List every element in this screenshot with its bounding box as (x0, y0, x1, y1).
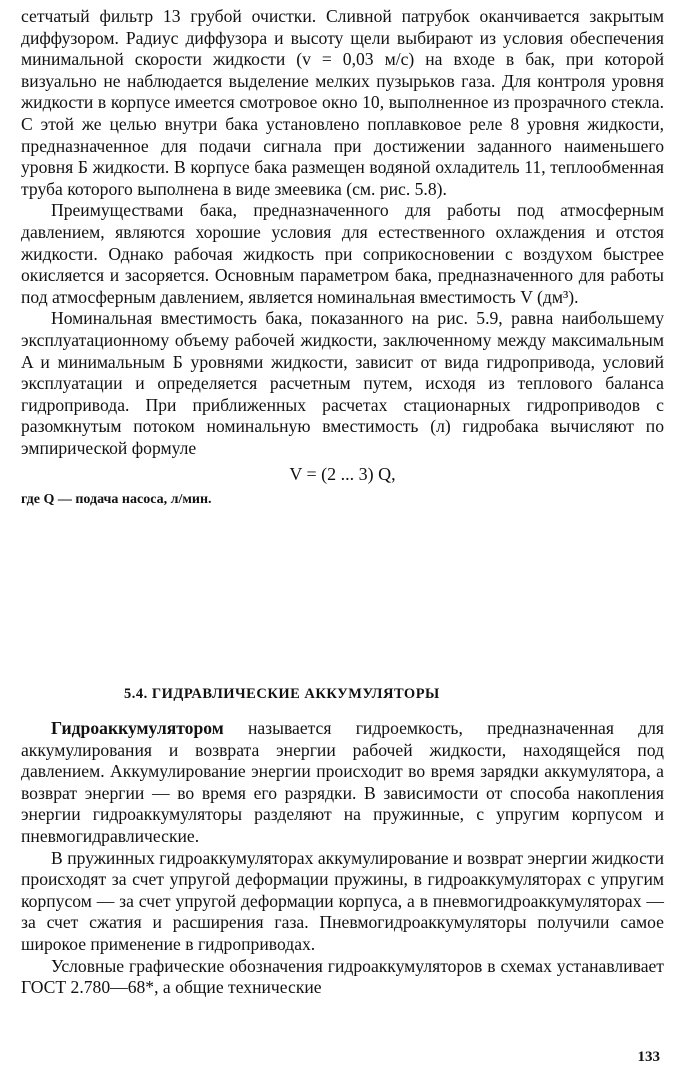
lower-text-block (21, 718, 664, 999)
paragraph-atmospheric-tank: Преимуществами бака, предназначенного для работы под атмосферным давлением, являются хорошие условия для естественного охлаждения и отстоя жидкости. Однако рабочая жидкость при соприкосновении с воздухом быстрее окисляется и засоряется. Основным параметром бака, предназначенного для работы под атмосферным давлением, является номинальная вместимость V (дм³). (21, 200, 664, 307)
paragraph-nominal-capacity: Номинальная вместимость бака, показанного на рис. 5.9, равна наибольшему эксплуатационному объему рабочей жидкости, заключенному между максимальным A и минимальным Б уровнями жидкости, зависит от вида гидропривода, условий эксплуатации и определяется расчетным путем, исходя из теплового баланса гидропривода. При приближенных расчетах стационарных гидроприводов с разомкнутым потоком номинальную вместимость (л) гидробака вычисляют по эмпирической формуле (21, 308, 664, 458)
paragraph-filter-description: сетчатый фильтр 13 грубой очистки. Сливной патрубок оканчивается закрытым диффузором. Радиус диффузора и высоту щели выбирают из условия обеспечения минимальной скорости жидкости (v = 0,03 м/с) на входе в бак, при которой визуально не наблюдается выделение мелких пузырьков газа. Для контроля уровня жидкости в корпусе имеется смотровое окно 10, выполненное из прозрачного стекла. С этой же целью внутри бака установлено поплавковое реле 8 уровня жидкости, предназначенное для подачи сигнала при достижении заданного наименьшего уровня Б жидкости. В корпусе бака размещен водяной охладитель 11, теплообменная труба которого выполнена в виде змеевика (см. рис. 5.8). (21, 6, 664, 199)
paragraph-accumulator-types: В пружинных гидроаккумуляторах аккумулирование и возврат энергии жидкости происходят за счет упругой деформации пружины, в гидроаккумуляторах с упругим корпусом — за счет упругой деформации корпуса, а в пневмогидроаккумуляторах — за счет сжатия и расширения газа. Пневмогидроаккумуляторы получили самое широкое применение в гидроприводах. (21, 847, 664, 954)
upper-text-block (21, 6, 664, 509)
formula-legend: где Q — подача насоса, л/мин. (21, 492, 212, 508)
paragraph-gost: Условные графические обозначения гидроаккумуляторов в схемах устанавливает ГОСТ 2.780—68*, а общие технические (21, 955, 664, 998)
paragraph-definition (21, 718, 664, 848)
defined-term: Гидроаккумулятором (51, 718, 224, 738)
definition-text: называется гидроемкость, предназначенная для аккумулирования и возврата энергии рабочей жидкости, находящейся под давлением. Аккумулирование энергии происходит во время зарядки аккумулятора, а возврат энергии — во время его разрядки. В зависимости от способа накопления энергии гидроаккумуляторы разделяют на пружинные, с упругим корпусом и пневмогидравлические. (21, 718, 664, 846)
formula-volume: V = (2 ... 3) Q, (289, 464, 396, 485)
section-heading: 5.4. ГИДРАВЛИЧЕСКИЕ АККУМУЛЯТОРЫ (124, 686, 440, 702)
page-number: 133 (637, 1049, 660, 1065)
